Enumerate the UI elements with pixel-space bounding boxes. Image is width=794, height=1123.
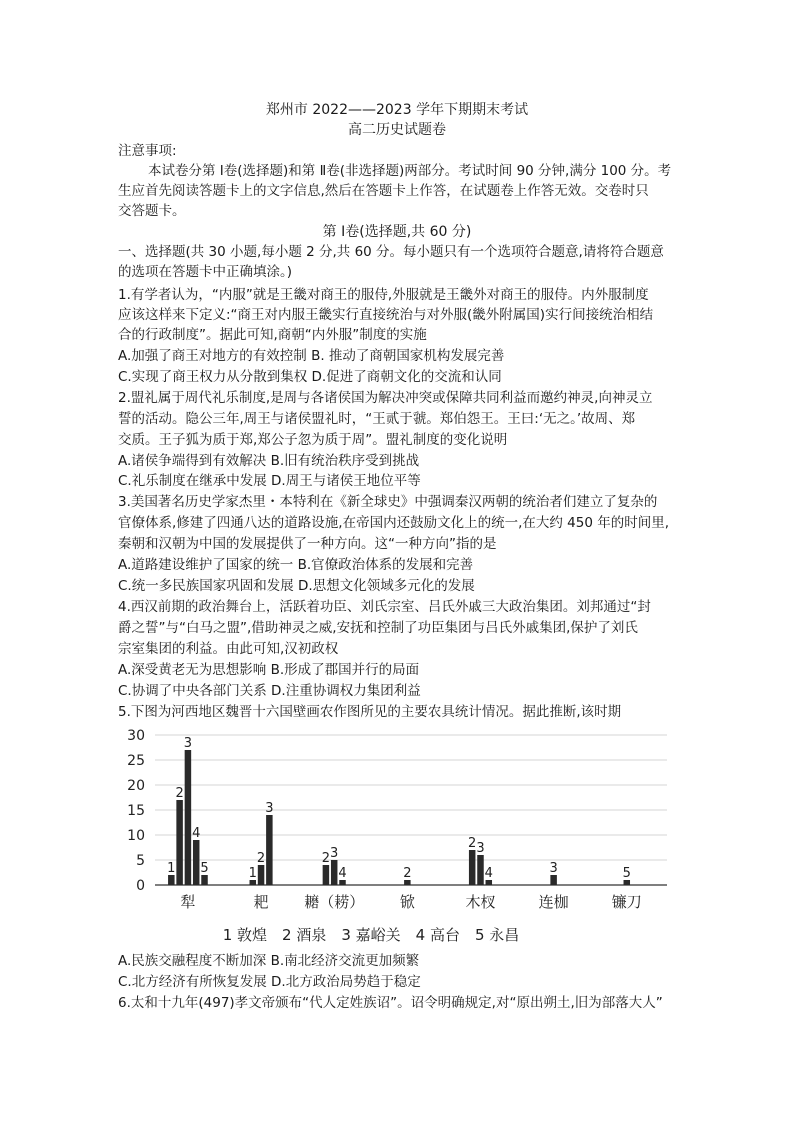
bar bbox=[550, 875, 557, 885]
y-tick-label: 0 bbox=[136, 878, 145, 894]
bar-data-label: 3 bbox=[330, 846, 339, 861]
bar-data-label: 5 bbox=[200, 861, 209, 876]
bar-data-label: 1 bbox=[167, 861, 176, 876]
x-category-label: 锨 bbox=[399, 893, 415, 911]
y-tick-label: 15 bbox=[127, 803, 145, 819]
x-category-label: 耱（耢） bbox=[304, 893, 365, 911]
bar bbox=[201, 875, 208, 885]
bar bbox=[176, 800, 183, 885]
question-3-text: 官僚体系,修建了四通八达的道路设施,在帝国内还鼓励文化上的统一,在大约 450 年的时间里, bbox=[118, 515, 670, 531]
section-instruction: 一、选择题(共 30 小题,每小题 2 分,共 60 分。每小题只有一个选项符合题意,请将符合题意 bbox=[118, 244, 664, 260]
question-5-options: A.民族交融程度不断加深 B.南北经济交流更加频繁 bbox=[118, 953, 420, 969]
bar bbox=[266, 815, 273, 885]
bar bbox=[469, 850, 476, 885]
exam-subtitle: 高二历史试题卷 bbox=[348, 122, 446, 138]
bar-data-label: 3 bbox=[476, 841, 485, 856]
question-1-options: C.实现了商王权力从分散到集权 D.促进了商朝文化的交流和认同 bbox=[118, 369, 502, 385]
y-tick-label: 10 bbox=[127, 828, 145, 844]
question-3-text: 秦朝和汉朝为中国的发展提供了一种方向。这“一种方向”指的是 bbox=[118, 536, 497, 552]
question-4-options: C.协调了中央各部门关系 D.注重协调权力集团利益 bbox=[118, 683, 421, 699]
bar-data-label: 2 bbox=[321, 851, 331, 866]
bar bbox=[168, 875, 175, 885]
bar-data-label: 3 bbox=[265, 801, 274, 816]
x-category-label: 耙 bbox=[253, 893, 269, 911]
question-2-text: 2.盟礼属于周代礼乐制度,是周与各诸侯国为解决冲突或保障共同利益而邀约神灵,向神灵立 bbox=[118, 390, 653, 406]
bar-data-label: 3 bbox=[183, 736, 193, 751]
notice-line: 本试卷分第 Ⅰ卷(选择题)和第 Ⅱ卷(非选择题)两部分。考试时间 90 分钟,满分 100 分。考 bbox=[148, 163, 672, 179]
bar-data-label: 5 bbox=[622, 866, 631, 881]
bar-data-label: 4 bbox=[192, 826, 201, 841]
chart-legend: 1 敦煌 2 酒泉 3 嘉峪关 4 高台 5 永昌 bbox=[222, 926, 520, 944]
question-5-text: 5.下图为河西地区魏晋十六国壁画农作图所见的主要农具统计情况。据此推断,该时期 bbox=[118, 704, 622, 720]
bar bbox=[193, 840, 200, 885]
y-tick-label: 5 bbox=[136, 853, 145, 869]
question-2-text: 誓的活动。隐公三年,周王与诸侯盟礼时，“王贰于虢。郑伯怨王。王曰:‘无之。’故周、郑 bbox=[118, 411, 636, 427]
notice-heading: 注意事项: bbox=[118, 143, 177, 159]
question-3-text: 3.美国著名历史学家杰里・本特利在《新全球史》中强调秦汉两朝的统治者们建立了复杂的 bbox=[118, 494, 658, 510]
question-1-text: 1.有学者认为，“内服”就是王畿对商王的服侍,外服就是王畿外对商王的服侍。内外服制度 bbox=[118, 287, 649, 303]
bar bbox=[185, 750, 192, 885]
bar-data-label: 3 bbox=[549, 861, 558, 876]
section-instruction: 的选项在答题卡中正确填涂。) bbox=[118, 264, 293, 280]
x-category-label: 镰刀 bbox=[611, 893, 642, 911]
question-6-text: 6.太和十九年(497)孝文帝颁布“代人定姓族诏”。诏令明确规定,对“原出朔土,旧为部落大人” bbox=[118, 995, 663, 1011]
bar bbox=[331, 860, 338, 885]
bar-data-label: 2 bbox=[175, 786, 184, 801]
question-4-text: 爵之誓”与“白马之盟”,借助神灵之威,安抚和控制了功臣集团与吕氏外戚集团,保护了刘氏 bbox=[118, 620, 638, 636]
notice-line: 交答题卡。 bbox=[118, 203, 186, 219]
bar-data-label: 2 bbox=[403, 866, 412, 881]
question-1-text: 合的行政制度”。据此可知,商朝“内外服”制度的实施 bbox=[118, 327, 427, 343]
y-tick-label: 30 bbox=[127, 728, 145, 744]
notice-line: 生应首先阅读答题卡上的文字信息,然后在答题卡上作答，在试题卷上作答无效。交卷时只 bbox=[118, 183, 649, 199]
question-2-text: 交质。王子狐为质于郑,郑公子忽为质于周”。盟礼制度的变化说明 bbox=[118, 432, 508, 448]
question-5-options: C.北方经济有所恢复发展 D.北方政治局势趋于稳定 bbox=[118, 974, 421, 990]
bar bbox=[477, 855, 484, 885]
y-tick-label: 25 bbox=[127, 753, 145, 769]
bar-data-label: 4 bbox=[484, 866, 493, 881]
question-2-options: C.礼乐制度在继承中发展 D.周王与诸侯王地位平等 bbox=[118, 473, 421, 489]
bar-data-label: 2 bbox=[256, 851, 266, 866]
question-3-options: A.道路建设维护了国家的统一 B.官僚政治体系的发展和完善 bbox=[118, 557, 474, 573]
bar-data-label: 2 bbox=[468, 836, 477, 851]
x-category-label: 木杈 bbox=[465, 893, 496, 911]
bar-data-label: 4 bbox=[338, 866, 347, 881]
question-1-options: A.加强了商王对地方的有效控制 B. 推动了商朝国家机构发展完善 bbox=[118, 348, 505, 364]
x-category-label: 连枷 bbox=[538, 893, 569, 911]
bar bbox=[323, 865, 330, 885]
question-4-text: 宗室集团的利益。由此可知,汉初政权 bbox=[118, 641, 339, 657]
farm-tools-bar-chart bbox=[115, 723, 675, 948]
question-4-text: 4.西汉前期的政治舞台上，活跃着功臣、刘氏宗室、吕氏外戚三大政治集团。刘邦通过“封 bbox=[118, 599, 651, 615]
question-2-options: A.诸侯争端得到有效解决 B.旧有统治秩序受到挑战 bbox=[118, 453, 420, 469]
question-3-options: C.统一多民族国家巩固和发展 D.思想文化领域多元化的发展 bbox=[118, 578, 475, 594]
exam-title: 郑州市 2022——2023 学年下期期末考试 bbox=[265, 102, 529, 118]
bar bbox=[258, 865, 265, 885]
question-4-options: A.深受黄老无为思想影响 B.形成了郡国并行的局面 bbox=[118, 662, 420, 678]
bar-data-label: 1 bbox=[248, 866, 257, 881]
section-title: 第 Ⅰ卷(选择题,共 60 分) bbox=[322, 224, 472, 240]
y-tick-label: 20 bbox=[127, 778, 145, 794]
question-1-text: 应该这样来下定义:“商王对内服王畿实行直接统治与对外服(畿外附属国)实行间接统治相结 bbox=[118, 307, 654, 323]
x-category-label: 犁 bbox=[180, 893, 196, 911]
